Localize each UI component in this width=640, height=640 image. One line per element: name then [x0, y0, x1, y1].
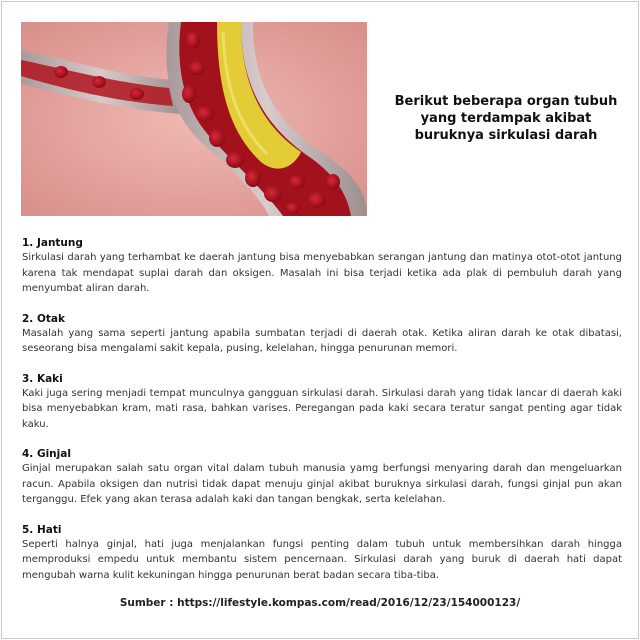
blood-vessel-illustration [21, 22, 367, 216]
section-jantung [22, 236, 622, 297]
headline-line: Berikut beberapa organ tubuh [394, 94, 618, 109]
section-title: 4. Ginjal [22, 448, 71, 460]
section-body: Ginjal merupakan salah satu organ vital dalam tubuh manusia yamg berfungsi menyaring darah dan mengeluarkan racun. Apabila oksigen dan nutrisi tidak dapat menuju ginjal akibat buruknya sirkulasi darah, fungsi ginjal pun akan terganggu. Efek yang akan terasa adalah kaki dan tangan bengkak, serta kelelahan. [22, 463, 622, 505]
headline-line: buruknya sirkulasi darah [414, 128, 598, 143]
section-otak [22, 312, 622, 357]
section-title: 3. Kaki [22, 372, 63, 385]
section-title: 5. Hati [22, 523, 62, 536]
section-title: 1. Jantung [22, 237, 83, 249]
headline [392, 93, 620, 144]
section-body: Masalah yang sama seperti jantung apabila sumbatan terjadi di daerah otak. Ketika aliran darah ke otak dibatasi, seseorang bisa mengalami sakit kepala, pusing, kelelahan, hingga penurunan memori. [22, 327, 622, 354]
section-hati [22, 523, 622, 584]
section-body: Sirkulasi darah yang terhambat ke daerah jantung bisa menyebabkan serangan jantung dan matinya otot-otot jantung karena tak mendapat suplai darah dan oksigen. Masalah ini bisa terjadi ketika ada plak di pembuluh darah yang menyumbat aliran darah. [22, 252, 622, 294]
section-body: Kaki juga sering menjadi tempat munculnya gangguan sirkulasi darah. Sirkulasi darah yang tidak lancar di daerah kaki bisa menyebabkan kram, mati rasa, bahkan varises. Peregangan pada kaki secara teratur sangat penting agar tidak kaku. [22, 387, 622, 430]
section-ginjal [22, 447, 622, 508]
section-title: 2. Otak [22, 312, 65, 325]
source-link[interactable]: Sumber : https://lifestyle.kompas.com/read/2016/12/23/154000123/ [119, 597, 521, 609]
blood-vessel-plaque-icon [21, 22, 367, 216]
article-content [22, 236, 622, 598]
headline-line: yang terdampak akibat [420, 111, 592, 126]
section-body: Seperti halnya ginjal, hati juga menjalankan fungsi penting dalam tubuh untuk membersihkan darah hingga memproduksi empedu untuk membantu sistem pencernaan. Sirkulasi darah yang buruk di daerah hati dapat mengubah warna kulit kekuningan hingga penurunan berat badan secara tiba-tiba. [22, 538, 622, 581]
section-kaki [22, 372, 622, 433]
